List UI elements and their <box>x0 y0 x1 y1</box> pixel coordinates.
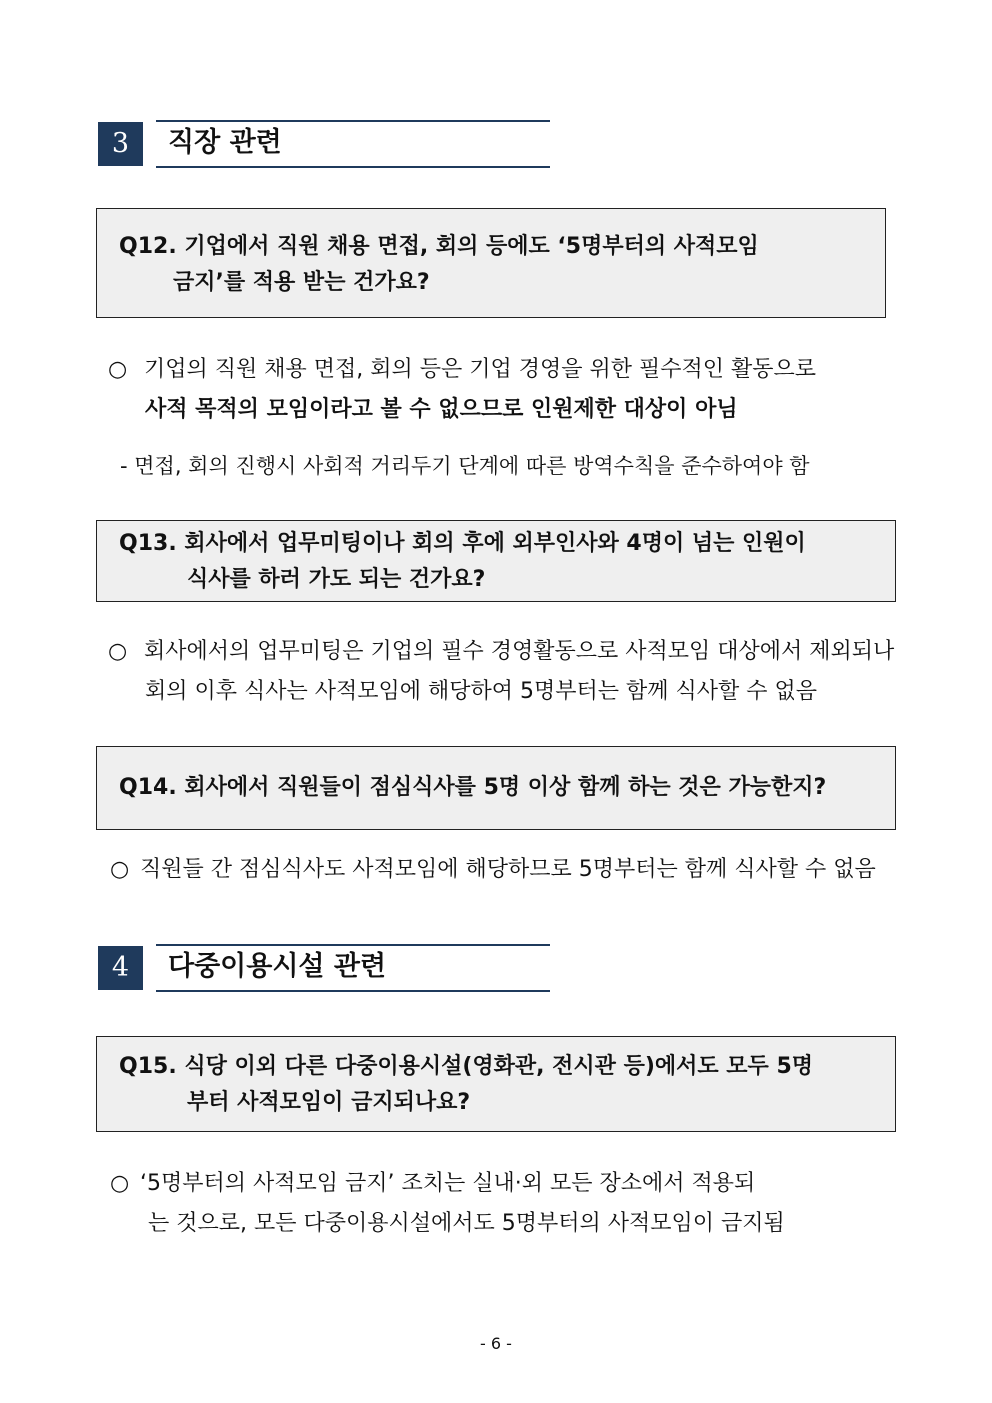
question-text: 금지’를 적용 받는 건가요? <box>173 270 430 295</box>
answer-q12 <box>108 350 816 390</box>
section-3-header <box>98 122 550 166</box>
circle-bullet-icon: ○ <box>110 1171 130 1196</box>
question-text: Q15. 식당 이외 다른 다중이용시설(영화관, 전시관 등)에서도 모두 5명 <box>119 1054 814 1079</box>
answer-text: ‘5명부터의 사적모임 금지’ 조치는 실내·외 모든 장소에서 적용되 <box>140 1171 756 1196</box>
answer-text: 는 것으로, 모든 다중이용시설에서도 5명부터의 사적모임이 금지됨 <box>148 1211 785 1236</box>
answer-q14 <box>110 850 876 890</box>
answer-subpoint: - 면접, 회의 진행시 사회적 거리두기 단계에 따른 방역수칙을 준수하여야 함 <box>120 454 810 478</box>
section-title: 다중이용시설 관련 <box>156 944 550 992</box>
question-box-q15 <box>96 1036 896 1132</box>
question-text: Q14. 회사에서 직원들이 점심식사를 5명 이상 함께 하는 것은 가능한지? <box>119 775 827 800</box>
answer-text: 회의 이후 식사는 사적모임에 해당하여 5명부터는 함께 식사할 수 없음 <box>145 679 817 704</box>
question-text: 부터 사적모임이 금지되나요? <box>187 1090 471 1115</box>
circle-bullet-icon: ○ <box>108 639 128 664</box>
question-box-q12 <box>96 208 886 318</box>
section-number: 3 <box>98 122 143 166</box>
section-4-header <box>98 946 550 990</box>
circle-bullet-icon: ○ <box>108 357 128 382</box>
question-text: Q12. 기업에서 직원 채용 면접, 회의 등에도 ‘5명부터의 사적모임 <box>119 234 759 259</box>
answer-q15 <box>110 1164 755 1204</box>
circle-bullet-icon: ○ <box>110 857 130 882</box>
section-title: 직장 관련 <box>156 120 550 168</box>
question-text: 식사를 하러 가도 되는 건가요? <box>187 567 486 592</box>
answer-text: 회사에서의 업무미팅은 기업의 필수 경영활동으로 사적모임 대상에서 제외되나 <box>144 639 895 664</box>
page-number: - 6 - <box>480 1334 512 1353</box>
answer-text: 사적 목적의 모임이라고 볼 수 없으므로 인원제한 대상이 아님 <box>145 397 738 422</box>
question-text: Q13. 회사에서 업무미팅이나 회의 후에 외부인사와 4명이 넘는 인원이 <box>119 531 806 556</box>
answer-text: 직원들 간 점심식사도 사적모임에 해당하므로 5명부터는 함께 식사할 수 없음 <box>140 857 876 882</box>
question-box-q13 <box>96 520 896 602</box>
section-number: 4 <box>98 946 143 990</box>
question-box-q14 <box>96 746 896 830</box>
answer-text: 기업의 직원 채용 면접, 회의 등은 기업 경영을 위한 필수적인 활동으로 <box>144 357 816 382</box>
answer-q13 <box>108 632 894 672</box>
